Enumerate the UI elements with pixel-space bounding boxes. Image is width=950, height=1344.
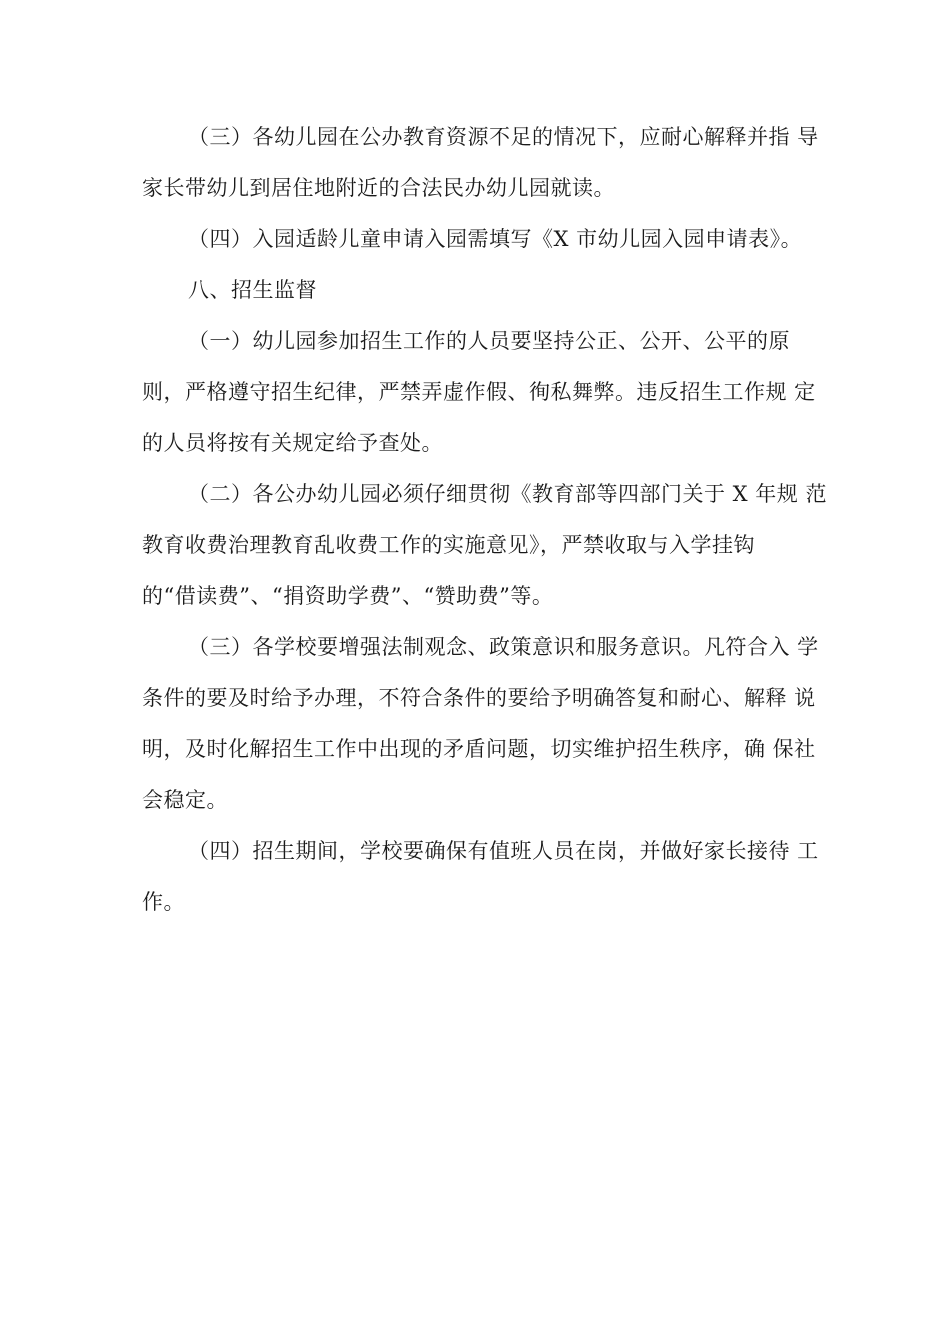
paragraph-fees [142, 469, 827, 622]
paragraph-fairness [142, 316, 822, 469]
paragraph-line: 家长带幼儿到居住地附近的合法民办幼儿园就读。 [142, 176, 615, 200]
paragraph-line: （三）各学校要增强法制观念、政策意识和服务意识。凡符合入 学 [188, 635, 819, 659]
paragraph-line: 明，及时化解招生工作中出现的矛盾问题，切实维护招生秩序，确 保社 [142, 737, 816, 761]
paragraph-line: （一）幼儿园参加招生工作的人员要坚持公正、公开、公平的原 [188, 329, 790, 353]
paragraph-line: （四）入园适龄儿童申请入园需填写《X 市幼儿园入园申请表》。 [188, 227, 803, 251]
paragraph-line: 教育收费治理教育乱收费工作的实施意见》，严禁收取与入学挂钩 [142, 533, 755, 557]
section-heading: 八、招生监督 [188, 278, 317, 302]
document-body [142, 112, 827, 928]
section-heading-enrollment-supervision [142, 265, 822, 316]
paragraph-legal-awareness [142, 622, 822, 826]
paragraph-line: 作。 [142, 890, 185, 914]
paragraph-line: （三）各幼儿园在公办教育资源不足的情况下，应耐心解释并指 导 [188, 125, 819, 149]
paragraph-line: （二）各公办幼儿园必须仔细贯彻《教育部等四部门关于 X 年规 范 [188, 482, 827, 506]
paragraph-resources-guidance [142, 112, 822, 214]
paragraph-line: 会稳定。 [142, 788, 228, 812]
paragraph-line: （四）招生期间，学校要确保有值班人员在岗，并做好家长接待 工 [188, 839, 819, 863]
paragraph-duty-staff [142, 826, 822, 928]
paragraph-line: 则，严格遵守招生纪律，严禁弄虚作假、徇私舞弊。违反招生工作规 定 [142, 380, 816, 404]
paragraph-line: 条件的要及时给予办理，不符合条件的要给予明确答复和耐心、解释 说 [142, 686, 816, 710]
paragraph-application-form [142, 214, 822, 265]
paragraph-line: 的“借读费”、“捐资助学费”、“赞助费”等。 [142, 584, 554, 608]
paragraph-line: 的人员将按有关规定给予查处。 [142, 431, 443, 455]
